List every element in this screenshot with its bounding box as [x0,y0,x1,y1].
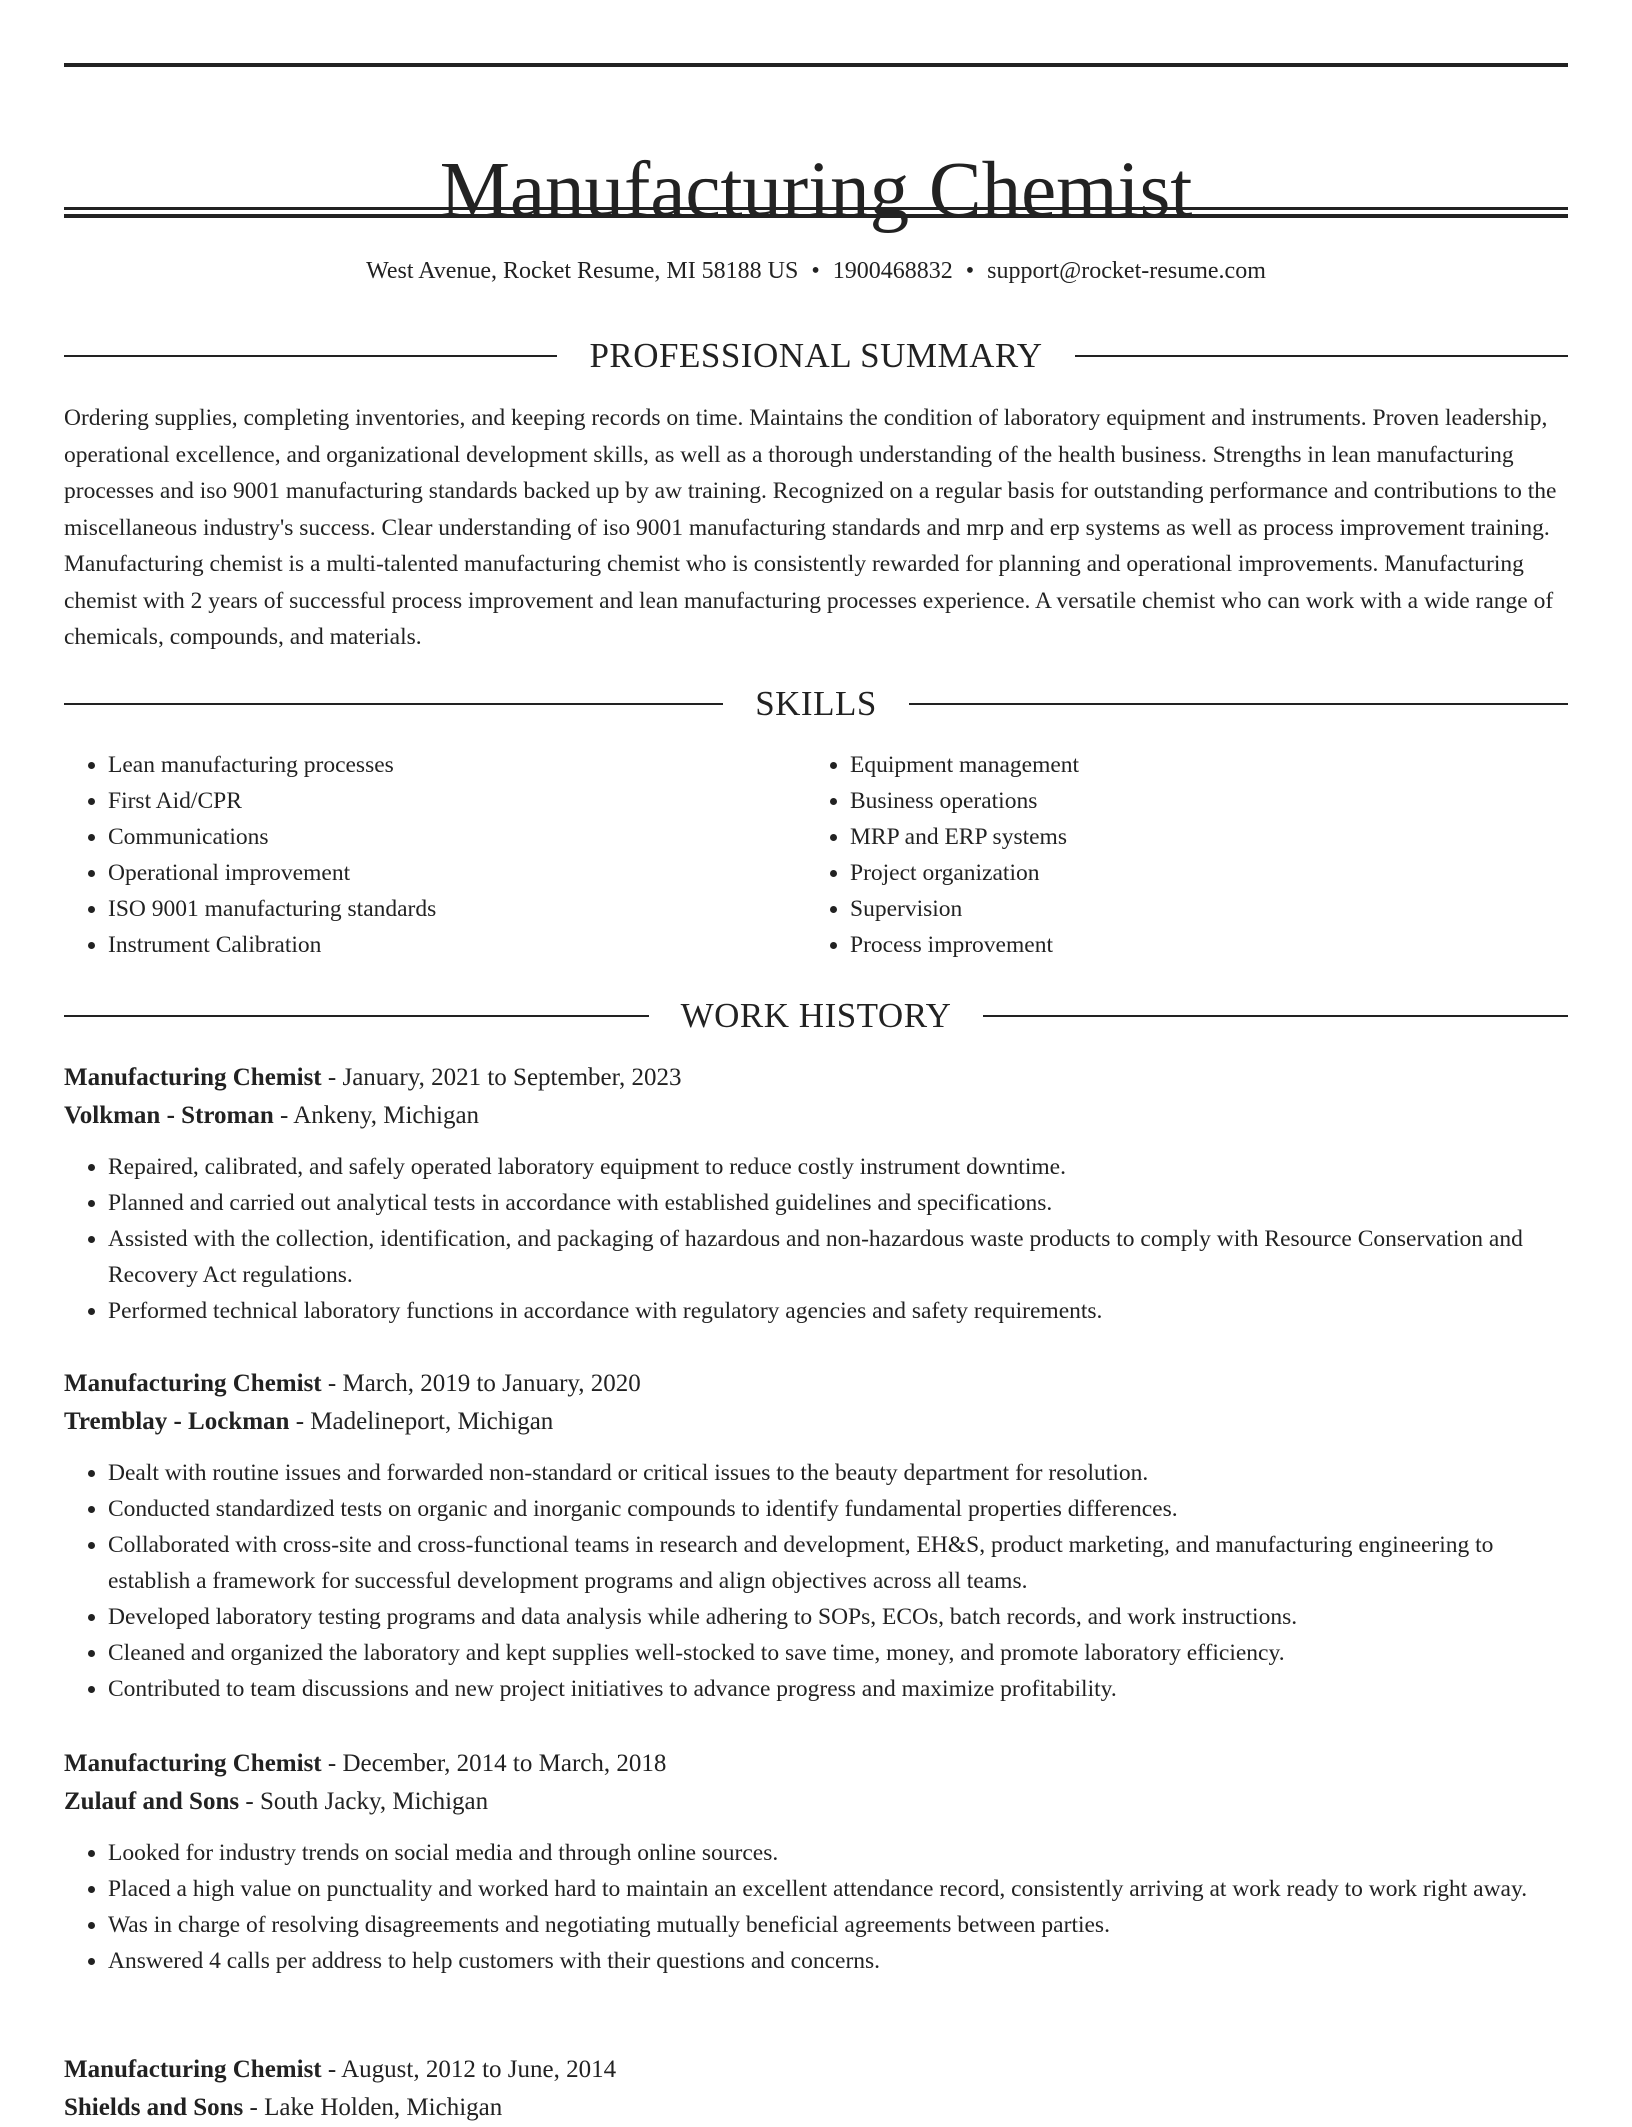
job-location: Ankeny, Michigan [293,1102,480,1129]
job-dates: March, 2019 to January, 2020 [342,1370,641,1397]
work-heading: WORK HISTORY [680,996,952,1035]
skills-heading: SKILLS [755,684,877,723]
job-entry [64,1365,1568,1707]
skill-item: • Lean manufacturing processes [108,747,806,783]
job-title: Manufacturing Chemist [64,1064,322,1091]
job-dash: - [273,1102,294,1129]
job-bullets [64,1835,1568,1979]
job-company: Tremblay - Lockman [64,1408,290,1435]
skill-item: • Communications [108,819,806,855]
contact-separator: • [811,258,820,284]
job-dates: August, 2012 to June, 2014 [341,2056,617,2083]
job-bullet: • Assisted with the collection, identification, and packaging of hazardous and non-hazardous waste products to comply with Resource Conservation and Recovery Act regulations. [108,1221,1568,1293]
job-company: Zulauf and Sons [64,1788,240,1815]
contact-email: support@rocket-resume.com [987,258,1266,284]
job-location: Lake Holden, Michigan [264,2094,503,2121]
job-dash: - [321,2056,342,2083]
job-dash: - [289,1408,311,1435]
job-title-line [64,1365,1568,1403]
job-bullet: • Was in charge of resolving disagreements and negotiating mutually beneficial agreements between parties. [108,1907,1568,1943]
skill-item: • Supervision [850,891,1548,927]
job-title-line [64,2051,1568,2089]
job-bullet: • Looked for industry trends on social media and through online sources. [108,1835,1568,1871]
job-bullet: • Cleaned and organized the laboratory and kept supplies well-stocked to save time, money, and promote laboratory efficiency. [108,1635,1568,1671]
job-company: Volkman - Stroman [64,1102,274,1129]
heading-rule-right [909,703,1568,705]
job-entry [64,1059,1568,1329]
job-location: South Jacky, Michigan [259,1788,489,1815]
contact-phone: 1900468832 [832,258,953,284]
job-title: Manufacturing Chemist [64,1370,322,1397]
job-bullet: • Planned and carried out analytical tests in accordance with established guidelines and specifications. [108,1185,1568,1221]
job-bullet: • Performed technical laboratory functions in accordance with regulatory agencies and safety requirements. [108,1293,1568,1329]
skill-item: • First Aid/CPR [108,783,806,819]
heading-rule-left [64,1015,649,1017]
job-dash: - [321,1750,343,1777]
job-bullet: • Repaired, calibrated, and safely operated laboratory equipment to reduce costly instrument downtime. [108,1149,1568,1185]
job-title-line [64,1745,1568,1783]
skill-item: • Equipment management [850,747,1548,783]
skills-columns [64,747,1568,963]
contact-separator: • [965,258,975,284]
job-company-line [64,1783,1568,1821]
heading-rule-right [1075,355,1568,357]
job-dash: - [321,1064,343,1091]
contact-address: West Avenue, Rocket Resume, MI 58188 US [366,258,799,284]
job-entry [64,2051,1568,2127]
job-bullets [64,1149,1568,1329]
skills-heading-row [64,684,1568,724]
skill-item: • Business operations [850,783,1548,819]
job-company-line [64,2089,1568,2127]
job-location: Madelineport, Michigan [310,1408,554,1435]
heading-rule-right [983,1015,1568,1017]
skill-item: • Operational improvement [108,855,806,891]
job-bullet: • Dealt with routine issues and forwarded non-standard or critical issues to the beauty department for resolution. [108,1455,1568,1491]
job-title: Manufacturing Chemist [64,2056,322,2083]
skills-list-left [64,747,806,963]
skills-list-right [806,747,1548,963]
job-dates: December, 2014 to March, 2018 [342,1750,667,1777]
job-company-line [64,1403,1568,1441]
job-bullet: • Collaborated with cross-site and cross-functional teams in research and development, EH&S, product marketing, and manufacturing engineering to establish a framework for successful development programs and align objectives across all teams. [108,1527,1568,1599]
resume-title: Manufacturing Chemist [439,146,1193,234]
job-bullets [64,1455,1568,1707]
title-double-rule [64,207,1568,218]
skill-item: • Project organization [850,855,1548,891]
skill-item: • MRP and ERP systems [850,819,1548,855]
contact-line [64,254,1568,288]
job-company-line [64,1097,1568,1135]
job-bullet: • Developed laboratory testing programs and data analysis while adhering to SOPs, ECOs, batch records, and work instructions. [108,1599,1568,1635]
job-dates: January, 2021 to September, 2023 [342,1064,682,1091]
job-title-line [64,1059,1568,1097]
job-dash: - [321,1370,343,1397]
skill-item: • Process improvement [850,927,1548,963]
heading-rule-left [64,355,557,357]
job-bullet: • Contributed to team discussions and new project initiatives to advance progress and maximize profitability. [108,1671,1568,1707]
work-heading-row [64,996,1568,1036]
summary-text: Ordering supplies, completing inventories, and keeping records on time. Maintains the condition of laboratory equipment and instruments. Proven leadership, operational excellence, and organizational development skills, as well as a thorough understanding of the health business. Strengths in lean manufacturing processes and iso 9001 manufacturing standards backed up by aw training. Recognized on a regular basis for outstanding performance and contributions to the miscellaneous industry's success. Clear understanding of iso 9001 manufacturing standards and mrp and erp systems as well as process improvement training. Manufacturing chemist is a multi-talented manufacturing chemist who is consistently rewarded for planning and operational improvements. Manufacturing chemist with 2 years of successful process improvement and lean manufacturing processes experience. A versatile chemist who can work with a wide range of chemicals, compounds, and materials. [64,405,1557,650]
job-title: Manufacturing Chemist [64,1750,322,1777]
top-rule [64,63,1568,67]
job-bullet: • Placed a high value on punctuality and worked hard to maintain an excellent attendance record, consistently arriving at work ready to work right away. [108,1871,1568,1907]
summary-heading: PROFESSIONAL SUMMARY [589,336,1043,375]
job-bullet: • Answered 4 calls per address to help customers with their questions and concerns. [108,1943,1568,1979]
job-bullet: • Conducted standardized tests on organic and inorganic compounds to identify fundamental properties differences. [108,1491,1568,1527]
job-company: Shields and Sons [64,2094,244,2121]
summary-heading-row [64,336,1568,376]
job-dash: - [239,1788,260,1815]
job-dash: - [243,2094,265,2121]
skill-item: • ISO 9001 manufacturing standards [108,891,806,927]
job-entry [64,1745,1568,1979]
skill-item: • Instrument Calibration [108,927,806,963]
heading-rule-left [64,703,723,705]
